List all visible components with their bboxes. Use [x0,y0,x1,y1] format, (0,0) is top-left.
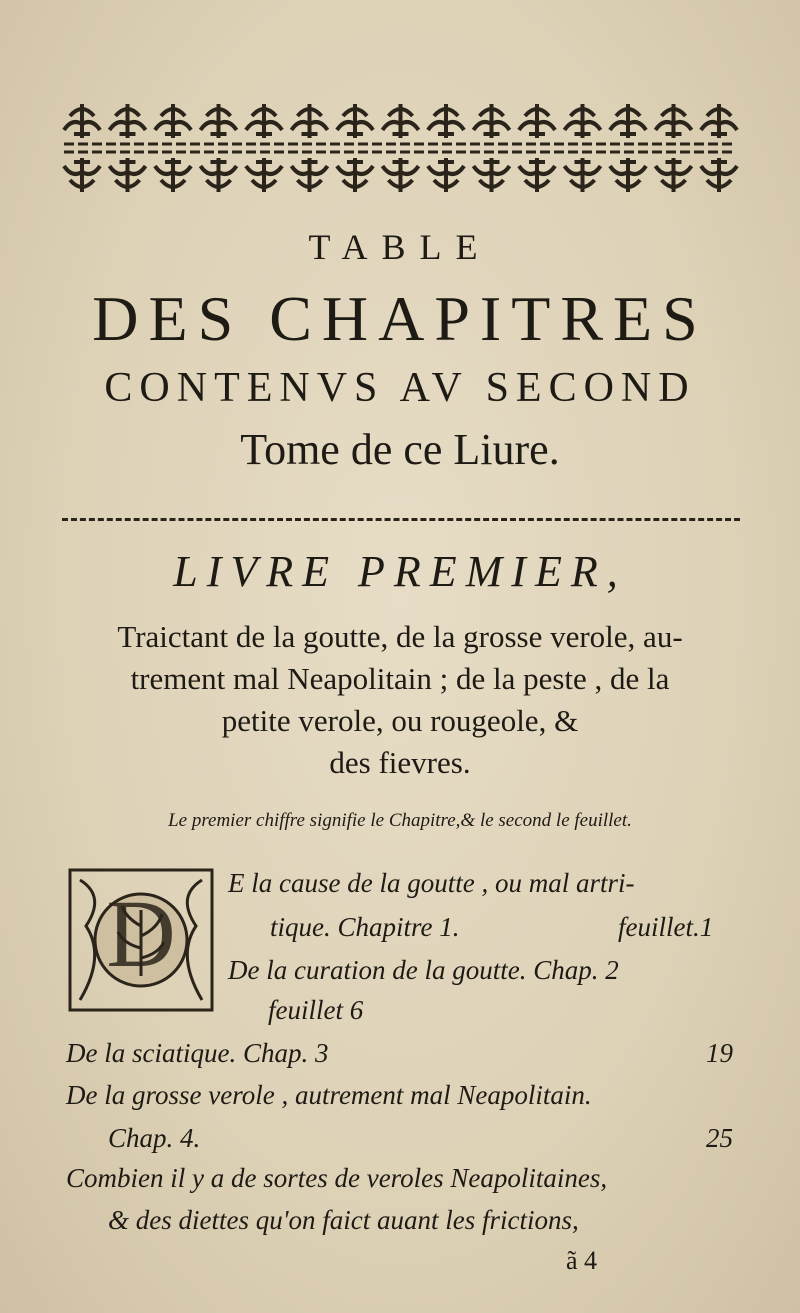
heading-contenus: CONTENVS AV SECOND [104,365,696,411]
toc-entry [66,1080,592,1111]
book-subtitle [60,616,740,784]
entry-text: feuillet 6 [268,995,364,1025]
entry-text: & des diettes qu'on faict auant les frictions, [108,1205,579,1235]
fleuron-border-icon [60,86,740,208]
entry-text: E la cause de la goutte , ou mal artri- [228,868,635,898]
entry-text: De la curation de la goutte. Chap. 2 [228,955,619,985]
toc-entry [66,1163,607,1194]
toc-entry [228,955,619,986]
book-title: LIVRE PREMIER, [173,547,627,596]
subtitle-line: trement mal Neapolitain ; de la peste , de la [130,661,670,696]
entry-text: Chap. 4. [108,1123,201,1153]
entry-text: tique. Chapitre 1. [270,912,460,942]
decorated-initial-icon [66,866,216,1014]
reading-note: Le premier chiffre signifie le Chapitre,& le second le feuillet. [168,810,632,831]
entry-page: 19 [706,1038,733,1068]
toc-entry [268,995,363,1026]
entry-text: De la sciatique. Chap. 3 [66,1038,329,1068]
heading-chapitres: DES CHAPITRES [92,283,708,354]
entry-page: feuillet.1 [618,912,714,942]
signature-mark: ã 4 [566,1246,598,1275]
toc-entry [108,1123,748,1154]
toc-entry [228,868,634,899]
drop-cap-letter: D [106,880,176,987]
heading-table: TABLE [308,227,492,267]
toc-entry [66,1038,746,1069]
entry-text: De la grosse verole , autrement mal Neapolitain. [66,1080,592,1110]
toc-entry [270,912,740,943]
entry-page: 25 [706,1123,733,1153]
subtitle-line: petite verole, ou rougeole, & [221,703,579,738]
toc-entry [108,1205,579,1236]
entry-text: Combien il y a de sortes de veroles Neapolitaines, [66,1163,608,1193]
divider-rule [62,518,740,525]
heading-tome: Tome de ce Liure. [240,425,560,474]
subtitle-line: Traictant de la goutte, de la grosse verole, au- [117,619,683,654]
subtitle-line: des fievres. [329,745,471,780]
